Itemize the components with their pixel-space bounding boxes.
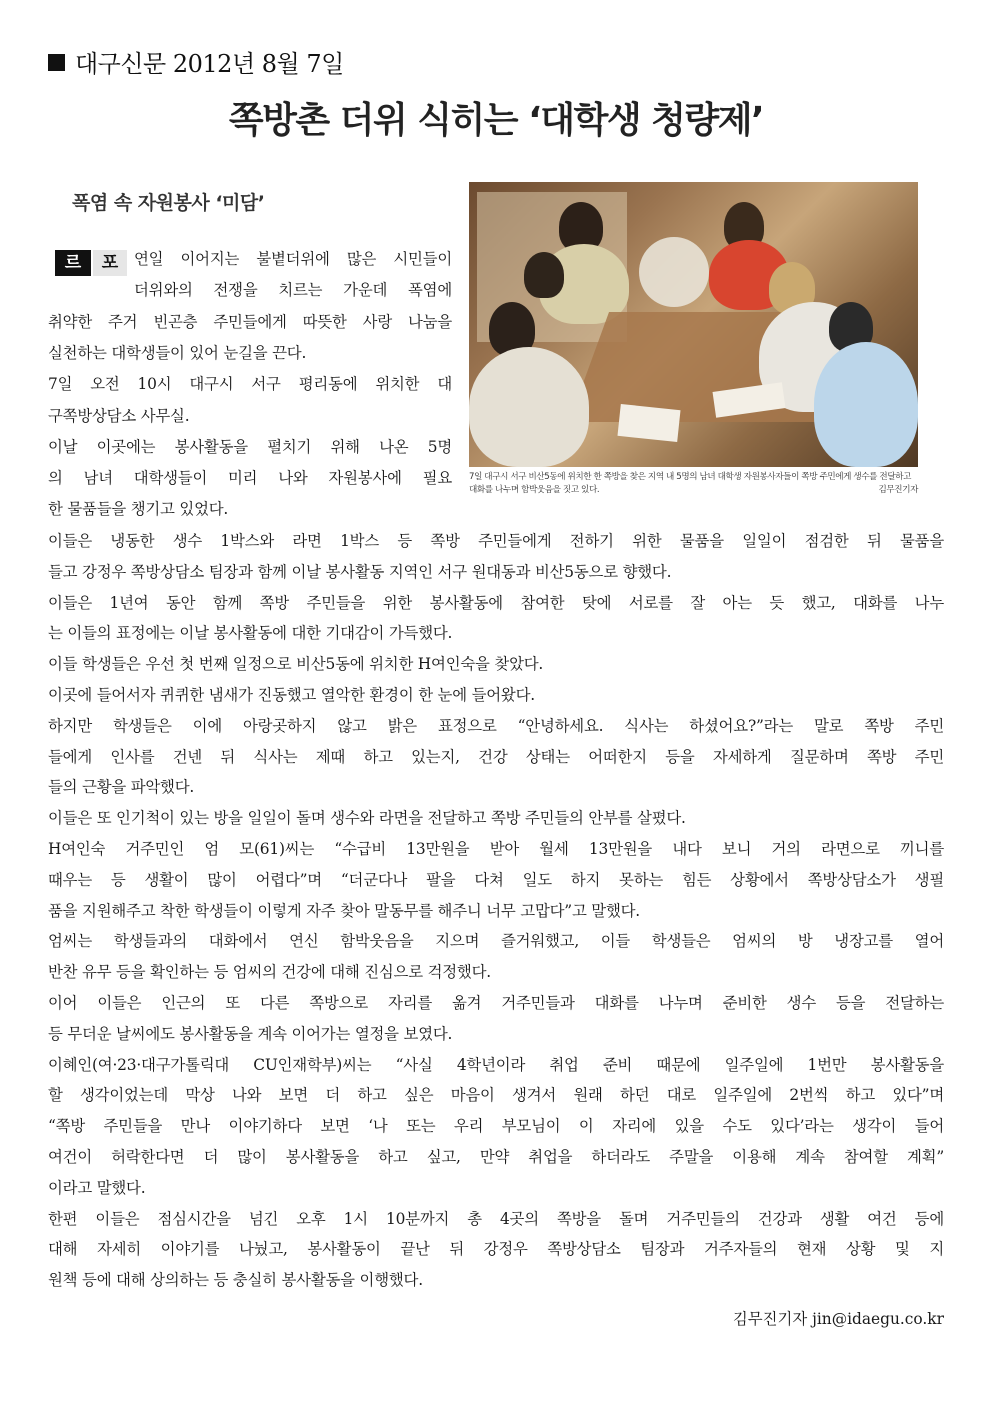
reportage-badge — [55, 250, 127, 276]
badge-char-1: 르 — [55, 250, 91, 276]
article-line: 할 생각이었는데 막상 나와 보면 더 하고 싶은 마음이 생겨서 원래 하던 대로 일주일에 2번씩 하고 있다”며 — [48, 1086, 944, 1105]
square-bullet-icon — [48, 54, 65, 71]
article-line: 반찬 유무 등을 확인하는 등 엄씨의 건강에 대해 진심으로 걱정했다. — [48, 963, 491, 982]
article-line: 대해 자세히 이야기를 나눴고, 봉사활동이 끝난 뒤 강정우 쪽방상담소 팀장과 거주자들의 현재 상황 및 지 — [48, 1240, 944, 1259]
masthead — [48, 44, 344, 79]
article-line: 이들은 1년여 동안 함께 쪽방 주민들을 위한 봉사활동에 참여한 탓에 서로를 잘 아는 듯 했고, 대화를 나누 — [48, 593, 944, 612]
article-line: 엄씨는 학생들과의 대화에서 연신 함박웃음을 지으며 즐거워했고, 이들 학생들은 엄씨의 방 냉장고를 열어 — [48, 932, 944, 951]
headline: 쪽방촌 더위 식히는 ‘대학생 청량제’ — [228, 100, 764, 141]
article-line: 취약한 주거 빈곤층 주민들에게 따뜻한 사랑 나눔을 — [48, 312, 452, 331]
article-line: 한편 이들은 점심시간을 넘긴 오후 1시 10분까지 총 4곳의 쪽방을 돌며 거주민들의 건강과 생활 여건 등에 — [48, 1209, 944, 1228]
article-line: 이들은 냉동한 생수 1박스와 라면 1박스 등 쪽방 주민들에게 전하기 위한 물품을 일일이 점검한 뒤 물품을 — [48, 532, 944, 550]
photo-caption — [469, 471, 918, 497]
article-line: 더위와의 전쟁을 치르는 가운데 폭염에 — [134, 281, 452, 300]
caption-text: 7일 대구시 서구 비산5동에 위치한 한 쪽방을 찾은 지역 내 5명의 남녀 대학생 자원봉사자들이 쪽방 주민에게 생수를 전달하고 대화를 나누며 함박웃음을 짓고 있다. — [469, 472, 912, 495]
article-line: 구쪽방상담소 사무실. — [48, 406, 190, 425]
article-line: 이어 이들은 인근의 또 다른 쪽방으로 자리를 옮겨 거주민들과 대화를 나누며 준비한 생수 등을 전달하는 — [48, 994, 944, 1012]
article-line: 이날 이곳에는 봉사활동을 펼치기 위해 나온 5명 — [48, 437, 452, 456]
article-line: 들에게 인사를 건넨 뒤 식사는 제때 하고 있는지, 건강 상태는 어떠한지 등을 자세하게 질문하며 쪽방 주민 — [48, 747, 944, 766]
article-line: 실천하는 대학생들이 있어 눈길을 끈다. — [48, 343, 307, 362]
article-line: 품을 지원해주고 착한 학생들이 이렇게 자주 찾아 말동무를 해주니 너무 고맙다”고 말했다. — [48, 901, 641, 920]
article-line: 하지만 학생들은 이에 아랑곳하지 않고 밝은 표정으로 “안녕하세요. 식사는 하셨어요?”라는 말로 쪽방 주민 — [48, 716, 944, 735]
article-line: 들의 근황을 파악했다. — [48, 778, 195, 797]
masthead-text: 대구신문 2012년 8월 7일 — [75, 50, 344, 78]
article-line: 등 무더운 날씨에도 봉사활동을 계속 이어가는 열정을 보였다. — [48, 1024, 453, 1043]
article-line: 연일 이어지는 불볕더위에 많은 시민들이 — [134, 250, 452, 268]
article-line: 는 이들의 표정에는 이날 봉사활동에 대한 기대감이 가득했다. — [48, 624, 453, 643]
article-line: 이들 학생들은 우선 첫 번째 일정으로 비산5동에 위치한 H여인숙을 찾았다. — [48, 655, 544, 674]
article-line: 이곳에 들어서자 퀴퀴한 냄새가 진동했고 열악한 환경이 한 눈에 들어왔다. — [48, 686, 535, 704]
article-line: 이들은 또 인기척이 있는 방을 일일이 돌며 생수와 라면을 전달하고 쪽방 주민들의 안부를 살폈다. — [48, 809, 686, 828]
article-line: 의 남녀 대학생들이 미리 나와 자원봉사에 필요 — [48, 469, 452, 488]
article-line: 여건이 허락한다면 더 많이 봉사활동을 하고 싶고, 만약 취업을 하더라도 주말을 이용해 계속 참여할 계획” — [48, 1148, 944, 1166]
article-line: 7일 오전 10시 대구시 서구 평리동에 위치한 대 — [48, 375, 452, 394]
article-line: H여인숙 거주민인 엄 모(61)씨는 “수급비 13만원을 받아 월세 13만원을 내다 보니 거의 라면으로 끼니를 — [48, 840, 944, 858]
news-photo — [469, 182, 918, 467]
article-line: 한 물품들을 챙기고 있었다. — [48, 500, 229, 519]
photo-credit: 김무진기자 — [878, 485, 918, 495]
subheadline: 폭염 속 자원봉사 ‘미담’ — [72, 192, 265, 214]
badge-char-2: 포 — [93, 250, 127, 276]
article-line: 이라고 말했다. — [48, 1178, 146, 1197]
article-line: 들고 강정우 쪽방상담소 팀장과 함께 이날 봉사활동 지역인 서구 원대동과 비산5동으로 향했다. — [48, 562, 672, 581]
article-line: “쪽방 주민들을 만나 이야기하다 보면 ‘나 또는 우리 부모님이 이 자리에 있을 수도 있다’라는 생각이 들어 — [48, 1117, 944, 1136]
article-line: 때우는 등 생활이 많이 어렵다”며 “더군다나 팔을 다쳐 일도 하지 못하는 힘든 상황에서 쪽방상담소가 생필 — [48, 870, 944, 889]
article-line: 원책 등에 대해 상의하는 등 충실히 봉사활동을 이행했다. — [48, 1271, 423, 1290]
byline: 김무진기자 jin@idaegu.co.kr — [732, 1310, 944, 1328]
article-line: 이혜인(여·23·대구가톨릭대 CU인재학부)씨는 “사실 4학년이라 취업 준비 때문에 일주일에 1번만 봉사활동을 — [48, 1055, 944, 1074]
